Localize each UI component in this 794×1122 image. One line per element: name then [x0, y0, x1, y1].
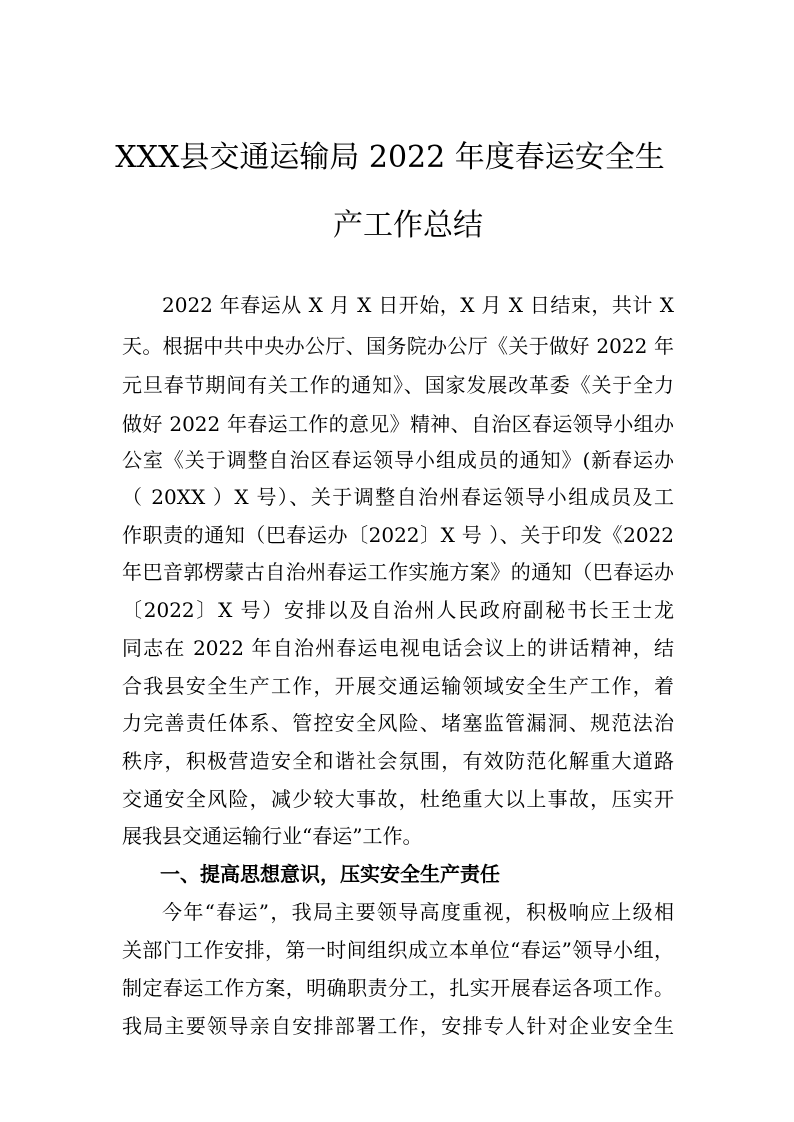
section-heading-1: 一、提高思想意识，压实安全生产责任: [160, 862, 500, 886]
document-title-line-2: 产工作总结: [333, 208, 483, 243]
body-line: 天。根据中共中央办公厅、国务院办公厅《关于做好 2022 年: [122, 334, 674, 358]
body-line: 今年“春运”，我局主要领导高度重视，积极响应上级相: [162, 900, 674, 924]
body-line: 展我县交通运输行业“春运”工作。: [122, 824, 423, 848]
body-line: 作职责的通知（巴春运办〔2022〕X 号 ）、关于印发《2022: [122, 523, 674, 547]
body-line: 同志在 2022 年自治州春运电视电话会议上的讲话精神，结: [122, 636, 674, 660]
body-line: 〔2022〕X 号）安排以及自治州人民政府副秘书长王士龙: [122, 598, 674, 622]
body-line: 制定春运工作方案，明确职责分工，扎实开展春运各项工作。: [122, 976, 674, 1000]
document-title-line-1: XXX县交通运输局 2022 年度春运安全生: [115, 140, 665, 175]
body-line: 年巴音郭楞蒙古自治州春运工作实施方案》的通知（巴春运办: [122, 560, 674, 584]
body-line: 合我县安全生产工作，开展交通运输领域安全生产工作，着: [122, 674, 674, 698]
body-line: 做好 2022 年春运工作的意见》精神、自治区春运领导小组办: [122, 412, 674, 436]
body-line: 元旦春节期间有关工作的通知》、国家发展改革委《关于全力: [122, 373, 674, 397]
body-line: 2022 年春运从 X 月 X 日开始，X 月 X 日结束，共计 X: [162, 293, 674, 317]
body-line: 公室《关于调整自治区春运领导小组成员的通知》(新春运办: [122, 448, 674, 472]
body-line: （ 20XX ）X 号）、关于调整自治州春运领导小组成员及工: [122, 485, 674, 509]
body-line: 关部门工作安排，第一时间组织成立本单位“春运”领导小组，: [122, 938, 674, 962]
body-line: 力完善责任体系、管控安全风险、堵塞监管漏洞、规范法治: [122, 711, 674, 735]
body-line: 秩序，积极营造安全和谐社会氛围，有效防范化解重大道路: [122, 749, 674, 773]
body-line: 我局主要领导亲自安排部署工作，安排专人针对企业安全生: [122, 1014, 674, 1038]
body-line: 交通安全风险，减少较大事故，杜绝重大以上事故，压实开: [122, 787, 674, 811]
